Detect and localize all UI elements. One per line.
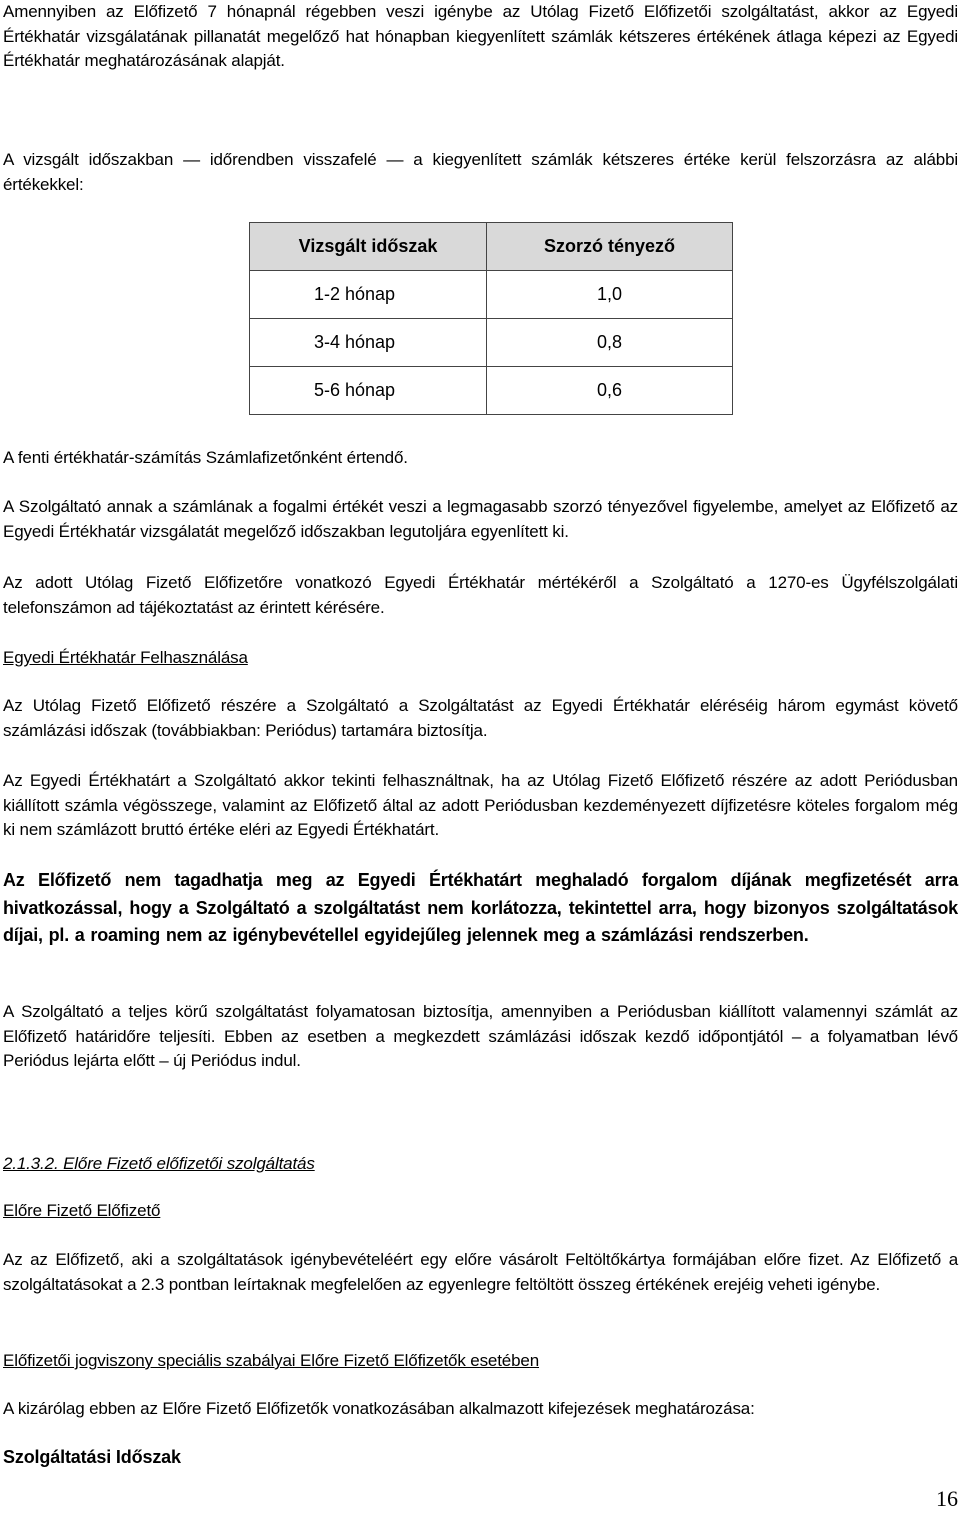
- paragraph-terms-intro: A kizárólag ebben az Előre Fizető Előfizetők vonatkozásában alkalmazott kifejezések meghatározása:: [3, 1399, 755, 1418]
- table-cell-multiplier: 1,0: [487, 271, 733, 319]
- table-header-row: [250, 223, 733, 271]
- multiplier-table: [249, 222, 733, 415]
- multiplier-table-wrap: [3, 222, 958, 415]
- paragraph-period-multiplier: A vizsgált időszakban ― időrendben visszafelé ― a kiegyenlített számlák kétszeres értéke kerül felszorzásra az alábbi értékekkel:: [3, 150, 958, 194]
- table-header-multiplier: Szorzó tényező: [487, 223, 733, 271]
- table-cell-period: 1-2 hónap: [250, 271, 487, 319]
- section-title: 2.1.3.2. Előre Fizető előfizetői szolgáltatás: [3, 1154, 315, 1173]
- paragraph-limit-used: Az Egyedi Értékhatárt a Szolgáltató akkor tekinti felhasználtnak, ha az Utólag Fizető Előfizető részére az adott Periódusban kiállított számla végösszege, valamint az Előfizető által az adott Periódusban kezdeményezett díjfizetésre köteles forgalom még ki nem számlázott bruttó értéke eléri az Egyedi Értékhatárt.: [3, 771, 958, 839]
- heading-special-rules: Előfizetői jogviszony speciális szabályai Előre Fizető Előfizetők esetében: [3, 1351, 540, 1370]
- paragraph-intro: Amennyiben az Előfizető 7 hónapnál régebben veszi igénybe az Utólag Fizető Előfizetői szolgáltatást, akkor az Egyedi Értékhatár vizsgálatának pillanatát megelőző hat hónapban kiegyenlített számlák kétszeres értékének átlaga képezi az Egyedi Értékhatár meghatározásának alapját.: [3, 2, 958, 70]
- table-row: [250, 319, 733, 367]
- heading-service-period: Szolgáltatási Időszak: [3, 1447, 181, 1467]
- paragraph-customer-service: Az adott Utólag Fizető Előfizetőre vonatkozó Egyedi Értékhatár mértékéről a Szolgáltató a 1270-es Ügyfélszolgálati telefonszámon ad tájékoztatást az érintett kérésére.: [3, 573, 958, 617]
- page-number: 16: [936, 1486, 958, 1511]
- table-row: [250, 367, 733, 415]
- heading-limit-usage: Egyedi Értékhatár Felhasználása: [3, 648, 248, 667]
- paragraph-bold-notice: Az Előfizető nem tagadhatja meg az Egyedi Értékhatárt meghaladó forgalom díjának megfizetését arra hivatkozással, hogy a Szolgáltató a szolgáltatást nem korlátozza, tekintettel arra, hogy bizonyos szolgáltatások díjai, pl. a roaming nem az igénybevétellel egyidejűleg jelennek meg a számlázási rendszerben.: [3, 870, 958, 945]
- paragraph-prepaid-definition: Az az Előfizető, aki a szolgáltatások igénybevételéért egy előre vásárolt Feltöltőkártya formájában előre fizet. Az Előfizető a szolgáltatásokat a 2.3 pontban leírtaknak megfelelően az egyenlegre feltöltött összeg értékének erejéig veheti igénybe.: [3, 1250, 958, 1294]
- paragraph-full-service: A Szolgáltató a teljes körű szolgáltatást folyamatosan biztosítja, amennyiben a Periódusban kiállított valamennyi számlát az Előfizető határidőre teljesíti. Ebben az esetben a megkezdett számlázási időszak kezdő időpontjától – a folyamatban lévő Periódus lejárta előtt – új Periódus indul.: [3, 1002, 958, 1070]
- table-row: [250, 271, 733, 319]
- table-cell-period: 5-6 hónap: [250, 367, 487, 415]
- paragraph-per-payer: A fenti értékhatár-számítás Számlafizetőnként értendő.: [3, 448, 408, 467]
- paragraph-period-definition: Az Utólag Fizető Előfizető részére a Szolgáltató a Szolgáltatást az Egyedi Értékhatár eléréséig három egymást követő számlázási időszak (továbbiakban: Periódus) tartamára biztosítja.: [3, 696, 958, 740]
- heading-section-2-1-3-2: [3, 1152, 315, 1177]
- table-cell-multiplier: 0,6: [487, 367, 733, 415]
- heading-prepaid-subscriber: Előre Fizető Előfizető: [3, 1201, 161, 1220]
- paragraph-highest-multiplier: A Szolgáltató annak a számlának a fogalmi értékét veszi a legmagasabb szorzó tényezővel figyelembe, amelyet az Előfizető az Egyedi Értékhatár vizsgálatát megelőző időszakban legutoljára egyenlített ki.: [3, 497, 958, 541]
- table-cell-period: 3-4 hónap: [250, 319, 487, 367]
- table-cell-multiplier: 0,8: [487, 319, 733, 367]
- table-header-period: Vizsgált időszak: [250, 223, 487, 271]
